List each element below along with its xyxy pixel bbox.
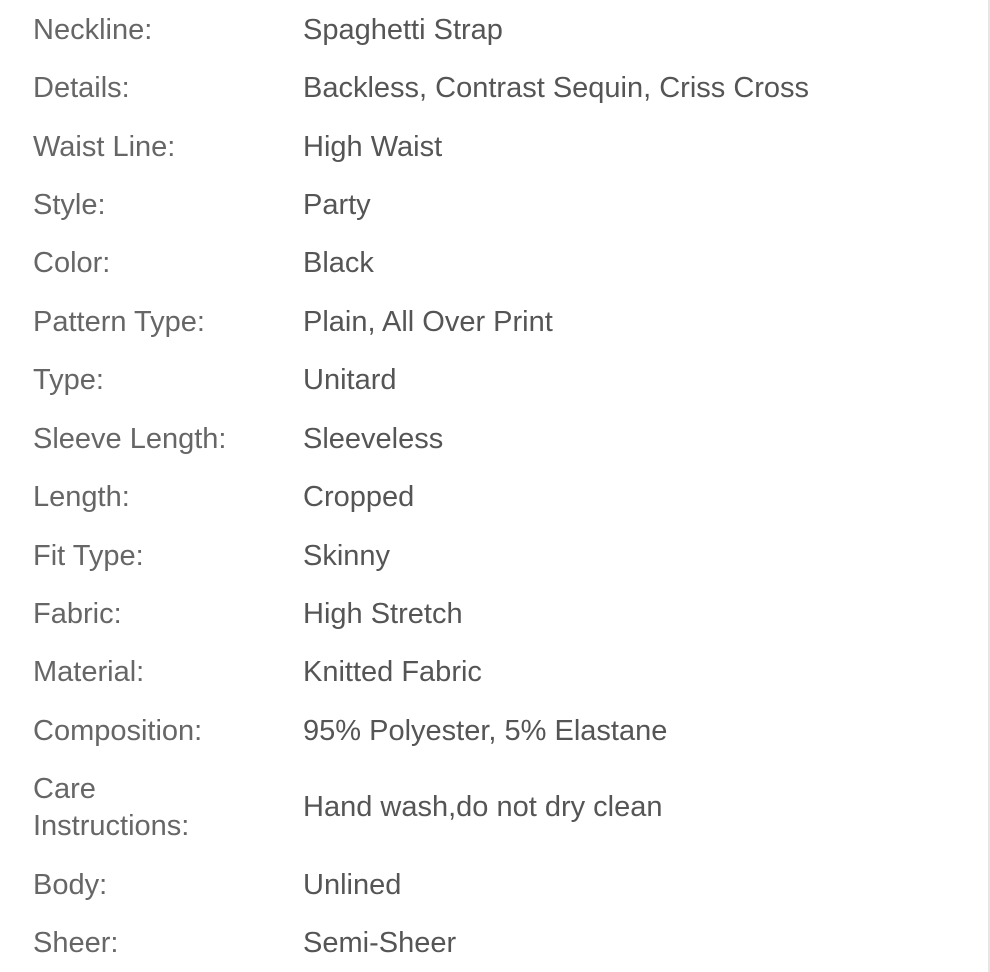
- spec-label: Neckline:: [33, 14, 153, 46]
- spec-value: High Stretch: [303, 598, 463, 630]
- spec-value: Spaghetti Strap: [303, 14, 503, 46]
- spec-value: Backless, Contrast Sequin, Criss Cross: [303, 72, 810, 104]
- spec-label: Pattern Type:: [33, 306, 205, 338]
- spec-label: Fit Type:: [33, 540, 144, 572]
- spec-value: Unlined: [303, 869, 402, 901]
- spec-value: Sleeveless: [303, 423, 444, 455]
- spec-label: Material:: [33, 656, 145, 688]
- spec-value: Cropped: [303, 481, 415, 513]
- spec-row-care-instructions: [0, 771, 986, 845]
- spec-value: Plain, All Over Print: [303, 306, 553, 338]
- spec-row-body: [0, 867, 986, 904]
- spec-value: Knitted Fabric: [303, 656, 482, 688]
- spec-row-length: [0, 479, 986, 516]
- spec-row-sheer: [0, 925, 986, 962]
- spec-label: Sheer:: [33, 927, 119, 959]
- spec-value: Skinny: [303, 540, 391, 572]
- spec-value: Party: [303, 189, 371, 221]
- spec-value: 95% Polyester, 5% Elastane: [303, 715, 668, 747]
- spec-label: Sleeve Length:: [33, 423, 227, 455]
- spec-row-neckline: [0, 12, 986, 49]
- spec-label: Style:: [33, 189, 106, 221]
- spec-label: Waist Line:: [33, 131, 176, 163]
- spec-label: Care Instructions:: [33, 773, 190, 842]
- spec-label: Length:: [33, 481, 130, 513]
- spec-value: Hand wash,do not dry clean: [303, 791, 663, 823]
- spec-row-fit-type: [0, 538, 986, 575]
- spec-value: Semi-Sheer: [303, 927, 457, 959]
- spec-label: Composition:: [33, 715, 203, 747]
- spec-row-details: [0, 70, 986, 107]
- spec-row-color: [0, 245, 986, 282]
- spec-label: Type:: [33, 364, 104, 396]
- spec-row-waist-line: [0, 129, 986, 166]
- spec-row-type: [0, 362, 986, 399]
- spec-row-pattern-type: [0, 304, 986, 341]
- spec-value: High Waist: [303, 131, 443, 163]
- spec-row-sleeve-length: [0, 421, 986, 458]
- spec-row-fabric: [0, 596, 986, 633]
- spec-row-composition: [0, 713, 986, 750]
- spec-label: Details:: [33, 72, 130, 104]
- spec-row-material: [0, 654, 986, 691]
- spec-label: Color:: [33, 247, 111, 279]
- spec-row-style: [0, 187, 986, 224]
- spec-value: Black: [303, 247, 374, 279]
- spec-value: Unitard: [303, 364, 397, 396]
- spec-label: Fabric:: [33, 598, 122, 630]
- spec-label: Body:: [33, 869, 108, 901]
